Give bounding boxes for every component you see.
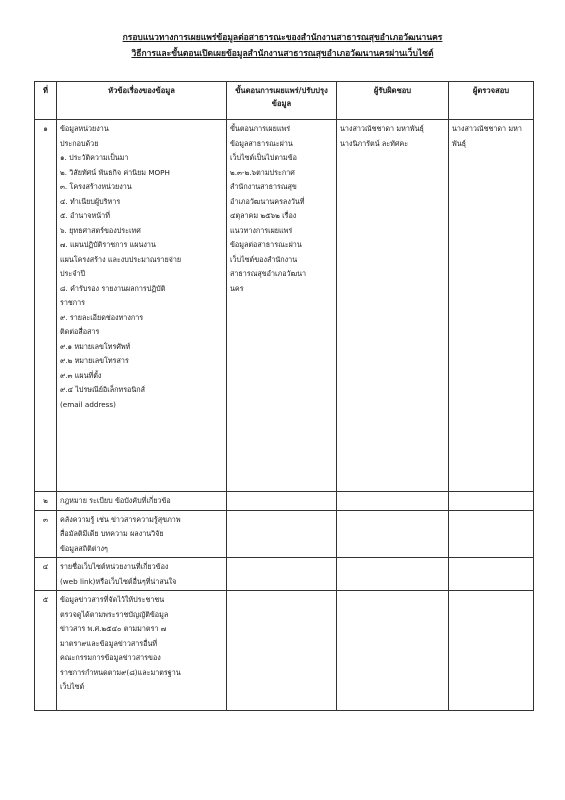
process-cell-line: อำเภอวัฒนานครลงวันที่ xyxy=(230,196,305,206)
row-number: ๒ xyxy=(35,492,57,511)
reviewer-cell xyxy=(449,120,534,492)
table-row xyxy=(35,492,534,511)
process-cell xyxy=(227,591,337,711)
topic-cell xyxy=(57,510,227,558)
table-row xyxy=(35,510,534,558)
col-header-topic: หัวข้อเรื่องของข้อมูล xyxy=(57,82,227,120)
responsible-cell xyxy=(337,510,449,558)
row-number: ๕ xyxy=(35,591,57,711)
topic-cell-line: ราชการ xyxy=(60,298,86,307)
document-title: กรอบแนวทางการเผยแพร่ข้อมูลต่อสาธารณะของสำนักงานสาธารณสุขอำเภอวัฒนานคร xyxy=(122,33,443,43)
topic-cell-line: กฎหมาย ระเบียบ ข้อบังคับที่เกี่ยวข้อ xyxy=(60,496,171,505)
table-row xyxy=(35,120,534,492)
process-cell-line: ขั้นตอนการเผยแพร่ xyxy=(230,124,291,133)
topic-cell-line: รายชื่อเว็บไซต์หน่วยงานที่เกี่ยวข้อง xyxy=(60,562,169,571)
process-cell xyxy=(227,492,337,511)
topic-cell-line: เว็บไซต์ xyxy=(60,682,85,691)
col-header-process: ขั้นตอนการเผยแพร่/ปรับปรุงข้อมูล xyxy=(227,82,337,120)
process-cell-line: สำนักงานสาธารณสุข xyxy=(230,182,297,191)
disclosure-table xyxy=(34,81,534,711)
topic-cell-line: ๔. ทำเนียบผู้บริหาร xyxy=(60,196,121,206)
process-cell xyxy=(227,120,337,492)
topic-cell-line: ข้อมูลข่าวสารที่จัดไว้ให้ประชาชน xyxy=(60,595,165,604)
topic-cell-line: (email address) xyxy=(60,399,116,409)
reviewer-cell-line: นางสาวณัชชาดา มหา xyxy=(452,124,522,133)
topic-cell-line: ๙.๒ หมายเลขโทรสาร xyxy=(60,356,129,365)
table-row xyxy=(35,558,534,591)
process-cell-line: นคร xyxy=(230,283,244,293)
responsible-cell-line: นางสาวณัชชาดา มหาพันธุ์ xyxy=(340,124,424,133)
topic-cell-line: ราชการกำหนดตาม๙(๘)และมาตรฐาน xyxy=(60,667,181,677)
process-cell-line: เว็บไซต์เป็นไปตามข้อ xyxy=(230,153,297,162)
process-cell-line: แนวทางการเผยแพร่ xyxy=(230,225,293,235)
topic-cell-line: คลังความรู้ เช่น ข่าวสารความรู้สุขภาพ xyxy=(60,514,181,524)
topic-cell-line: ๙.๔ ไปรษณีย์อิเล็กทรอนิกส์ xyxy=(60,385,146,394)
table-row xyxy=(35,591,534,711)
topic-cell-line: สื่อมัลติมีเดีย บทความ ผลงานวิจัย xyxy=(60,529,164,538)
process-cell-line: สาธารณสุขอำเภอวัฒนา xyxy=(230,269,307,278)
topic-cell-line: (web link)หรือเว็บไซต์อื่นๆที่น่าสนใจ xyxy=(60,576,177,586)
row-number: ๑ xyxy=(35,120,57,492)
col-header-reviewer: ผู้ตรวจสอบ xyxy=(449,82,534,120)
topic-cell-line: ประกอบด้วย xyxy=(60,138,99,148)
reviewer-cell xyxy=(449,558,534,591)
responsible-cell xyxy=(337,492,449,511)
reviewer-cell xyxy=(449,591,534,711)
process-cell-line: ๔ตุลาคม ๒๕๖๒ เรื่อง xyxy=(230,211,297,220)
process-cell-line: ข้อมูลสาธารณะผ่าน xyxy=(230,138,293,148)
responsible-cell-line: นางนิภารัตน์ ละทัศคะ xyxy=(340,138,409,148)
topic-cell-line: ประจำปี xyxy=(60,269,86,278)
topic-cell-line: ๗. แผนปฏิบัติราชการ แผนงาน xyxy=(60,240,156,249)
topic-cell-line: ข้อมูลสถิติต่างๆ xyxy=(60,543,108,553)
responsible-cell xyxy=(337,558,449,591)
topic-cell-line: ๓. โครงสร้างหน่วยงาน xyxy=(60,182,132,191)
topic-cell xyxy=(57,591,227,711)
topic-cell-line: แผนโครงสร้าง และงบประมาณรายจ่าย xyxy=(60,254,182,264)
col-header-responsible: ผู้รับผิดชอบ xyxy=(337,82,449,120)
topic-cell-line: คณะกรรมการข้อมูลข่าวสารของ xyxy=(60,653,161,662)
topic-cell-line: ๕. อำนาจหน้าที่ xyxy=(60,211,110,220)
topic-cell-line: ตรวจดูได้ตามพระราชบัญญัติข้อมูล xyxy=(60,609,169,619)
topic-cell-line: ๙. รายละเอียดช่องทางการ xyxy=(60,312,144,322)
col-header-no: ที่ xyxy=(35,82,57,120)
process-cell xyxy=(227,558,337,591)
process-cell xyxy=(227,510,337,558)
responsible-cell xyxy=(337,591,449,711)
topic-cell xyxy=(57,558,227,591)
process-cell-line: ๒.๓-๒.๖ตามประกาศ xyxy=(230,167,295,177)
process-cell-line: เว็บไซต์ของสำนักงาน xyxy=(230,254,298,264)
process-cell-line: ข้อมูลต่อสาธารณะผ่าน xyxy=(230,240,302,249)
topic-cell-line: ๘. คำรับรอง รายงานผลการปฏิบัติ xyxy=(60,283,166,293)
topic-cell-line: ๙.๑ หมายเลขโทรศัพท์ xyxy=(60,341,131,351)
row-number: ๔ xyxy=(35,558,57,591)
topic-cell-line: ข่าวสาร พ.ศ.๒๕๔๐ ตามมาตรา ๗ xyxy=(60,624,167,633)
topic-cell-line: มาตรา๙และข้อมูลข่าวสารอื่นที่ xyxy=(60,638,158,648)
responsible-cell xyxy=(337,120,449,492)
reviewer-cell xyxy=(449,510,534,558)
reviewer-cell-line: พันธุ์ xyxy=(452,138,467,148)
topic-cell-line: ข้อมูลหน่วยงาน xyxy=(60,124,109,133)
topic-cell-line: ๖. ยุทธศาสตร์ของประเทศ xyxy=(60,225,141,235)
topic-cell-line: ๑. ประวัติความเป็นมา xyxy=(60,153,129,162)
topic-cell-line: ติดต่อสื่อสาร xyxy=(60,327,100,336)
topic-cell xyxy=(57,120,227,492)
row-number: ๓ xyxy=(35,510,57,558)
topic-cell xyxy=(57,492,227,511)
topic-cell-line: ๙.๓ แผนที่ตั้ง xyxy=(60,370,102,380)
topic-cell-line: ๒. วิสัยทัศน์ พันธกิจ ค่านิยม MOPH xyxy=(60,167,170,177)
document-subtitle: วิธีการและขั้นตอนเปิดเผยข้อมูลสำนักงานสาธารณสุขอำเภอวัฒนานครผ่านเว็บไซต์ xyxy=(131,49,434,59)
reviewer-cell xyxy=(449,492,534,511)
table-header-row xyxy=(35,82,534,120)
